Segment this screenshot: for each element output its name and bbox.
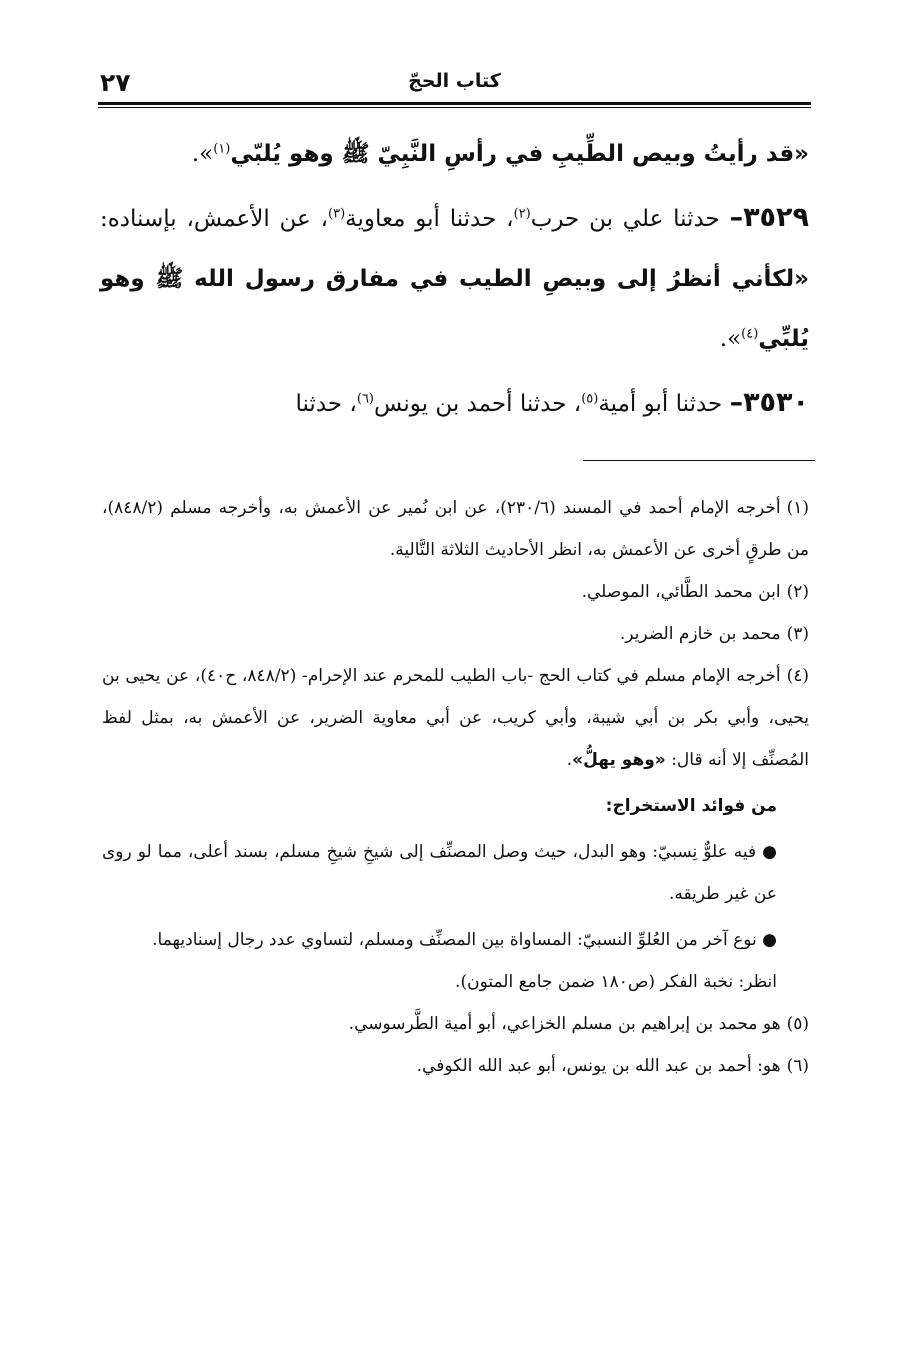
benefit-bullet-1: ● فيه علوٌّ نِسبيّ: وهو البدل، حيث وصل المصنِّف إلى شيخِ شيخِ مسلم، بسند أعلى، مما لو روى عن غير طريقه. [102, 842, 777, 904]
footnote-text: أخرجه الإمام أحمد في المسند (٢٣٠/٦)، عن ابن نُمير عن الأعمش به، وأخرجه مسلم (٨٤٨/٢)، من طرقٍ أخرى عن الأعمش به، انظر الأحاديث الثلاثة التَّالية. [102, 498, 809, 560]
footnote-4 [102, 655, 809, 781]
footnote-text: محمد بن خازم الضرير. [619, 624, 781, 644]
footnote-2 [102, 571, 809, 613]
footnote-1 [102, 487, 809, 571]
hadith-number: ٣٥٢٩– [729, 202, 809, 233]
hadith-continuation [100, 124, 809, 184]
footnote-label: (٣) [786, 624, 809, 644]
quote-text: «لكأني أنظرُ إلى وبيصِ الطيب في مفارق رسول الله ﷺ وهو يُلبِّي [100, 266, 809, 352]
header-rule [98, 102, 811, 108]
benefits-heading: من فوائد الاستخراج: [605, 796, 777, 816]
narration-text: ، حدثنا أبو معاوية [345, 206, 514, 232]
hadith-3529 [100, 188, 809, 369]
narration-text: ، حدثنا [295, 391, 357, 417]
footnote-label: (٢) [786, 582, 809, 602]
footnote-3 [102, 613, 809, 655]
book-title: كتاب الحجّ [408, 70, 501, 92]
footnote-ref: (٢) [513, 206, 531, 222]
quote-text: «قد رأيتُ وبيص الطِّيبِ في رأسِ النَّبِيّ ﷺ وهو يُلبّي [230, 141, 809, 167]
narration-text: ، عن الأعمش، بإسناده: [100, 206, 329, 232]
quote-end: ». [719, 326, 742, 352]
hadith-3530 [100, 373, 809, 434]
footnote-6 [102, 1045, 809, 1087]
footnote-5 [102, 1003, 809, 1045]
footnote-label: (٤) [786, 666, 809, 686]
narration-text: حدثنا علي بن حرب [530, 206, 730, 232]
page-number: ٢٧ [100, 68, 131, 97]
footnote-label: (٥) [786, 1014, 809, 1034]
footnote-text: هو: أحمد بن عبد الله بن يونس، أبو عبد الله الكوفي. [416, 1056, 781, 1076]
main-text [100, 124, 809, 434]
narration-text: حدثنا أبو أمية [598, 391, 730, 417]
footnote-ref: (٤) [741, 326, 759, 342]
see-also-note: انظر: نخبة الفكر (ص١٨٠ ضمن جامع المتون). [455, 972, 777, 992]
narration-text: ، حدثنا أحمد بن يونس [374, 391, 582, 417]
footnote-quote: «وهو يهلُّ» [572, 750, 666, 770]
page-header [98, 68, 811, 102]
footnote-label: (١) [786, 498, 809, 518]
footnote-ref: (٦) [356, 391, 374, 407]
benefit-bullet-2: ● نوع آخر من العُلوِّ النسبيّ: المساواة بين المصنِّف ومسلم، لتساوي عدد رجال إسناديهما. [152, 930, 777, 950]
footnote-text: أخرجه الإمام مسلم في كتاب الحج -باب الطيب للمحرم عند الإحرام- (٨٤٨/٢، ح٤٠)، عن يحيى بن يحيى، وأبي بكر بن أبي شيبة، وأبي كريب، عن أبي معاوية الضرير، عن الأعمش به، بمثل لفظ المُصنِّف إلا أنه قال: [102, 666, 809, 770]
hadith-number: ٣٥٣٠– [729, 387, 809, 418]
footnote-end: . [566, 750, 573, 770]
footnote-text: هو محمد بن إبراهيم بن مسلم الخزاعي، أبو أمية الطَّرسوسي. [348, 1014, 781, 1034]
footnote-separator [583, 460, 815, 461]
footnote-ref: (٥) [581, 391, 599, 407]
footnote-ref: (٣) [328, 206, 346, 222]
footnote-ref: (١) [213, 141, 231, 157]
quote-end: ». [191, 141, 214, 167]
footnote-text: ابن محمد الطَّائي، الموصلي. [581, 582, 781, 602]
footnote-label: (٦) [786, 1056, 809, 1076]
footnotes [102, 487, 809, 1087]
